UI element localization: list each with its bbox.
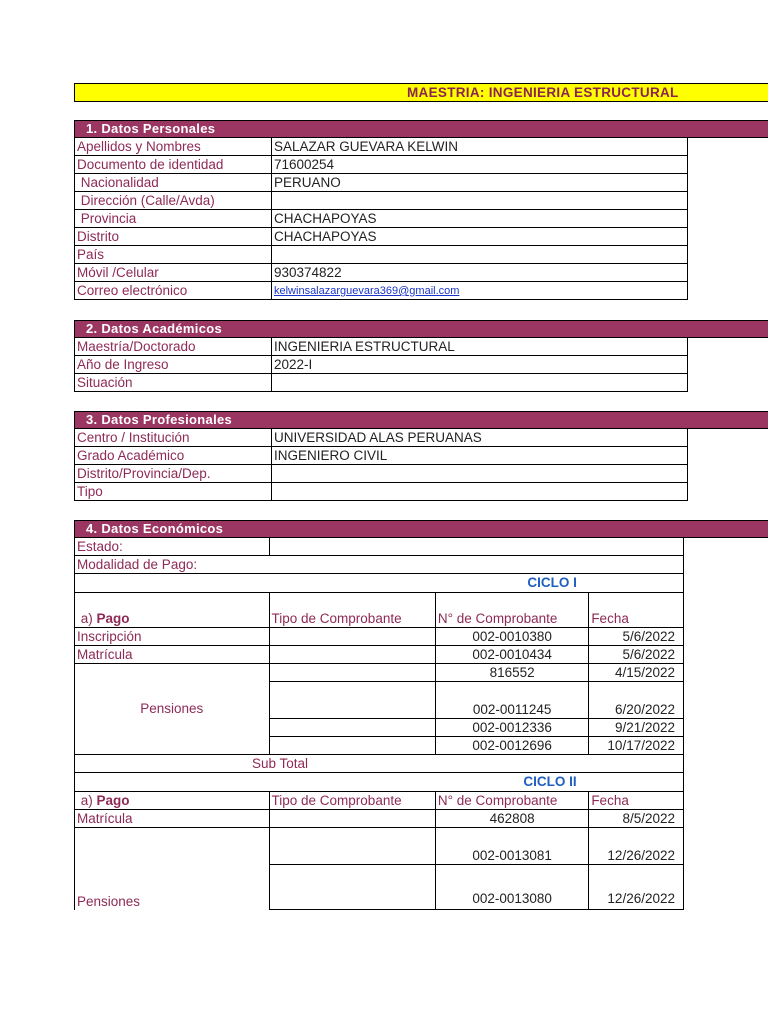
- row-label: Situación: [75, 374, 272, 392]
- fecha-cell[interactable]: 10/17/2022: [589, 737, 684, 755]
- academic-table: [74, 337, 688, 392]
- numero-cell[interactable]: 002-0013081: [435, 828, 588, 865]
- table-row: [75, 210, 688, 228]
- table-row: [75, 792, 684, 810]
- row-label: Tipo: [75, 483, 272, 501]
- fecha-cell[interactable]: 12/26/2022: [589, 865, 684, 910]
- section-title-economic: 4. Datos Económicos: [86, 521, 224, 536]
- estado-label: Estado:: [75, 538, 270, 556]
- pensiones-label: Pensiones: [75, 664, 270, 755]
- tipo-cell[interactable]: [269, 810, 435, 828]
- matricula-label: Matrícula: [75, 646, 270, 664]
- table-row: [75, 156, 688, 174]
- fecha-cell[interactable]: 5/6/2022: [589, 628, 684, 646]
- table-row: [75, 465, 688, 483]
- row-value[interactable]: PERUANO: [272, 174, 688, 192]
- table-row: [75, 447, 688, 465]
- tipo-header: Tipo de Comprobante: [269, 593, 435, 628]
- tipo-cell[interactable]: [269, 646, 435, 664]
- email-link[interactable]: kelwinsalazarguevara369@gmail.com: [274, 285, 460, 297]
- row-value[interactable]: INGENIERO CIVIL: [272, 447, 688, 465]
- row-label: Dirección (Calle/Avda): [75, 192, 272, 210]
- numero-cell[interactable]: 002-0011245: [435, 682, 588, 719]
- table-row: [75, 174, 688, 192]
- table-row: [75, 483, 688, 501]
- ciclo1-blank: [75, 574, 436, 593]
- table-row: [75, 628, 684, 646]
- numero-cell[interactable]: 002-0012336: [435, 719, 588, 737]
- row-label: Distrito: [75, 228, 272, 246]
- row-label: Centro / Institución: [75, 429, 272, 447]
- section-header-economic: [74, 520, 768, 538]
- table-row: [75, 828, 684, 865]
- tipo-cell[interactable]: [269, 719, 435, 737]
- numero-cell[interactable]: 816552: [435, 664, 588, 682]
- pago-header: a) Pago: [75, 792, 270, 810]
- table-row: [75, 538, 684, 556]
- fecha-cell[interactable]: 4/15/2022: [589, 664, 684, 682]
- row-value[interactable]: SALAZAR GUEVARA KELWIN: [272, 138, 688, 156]
- numero-cell[interactable]: 002-0012696: [435, 737, 588, 755]
- tipo-cell[interactable]: [269, 737, 435, 755]
- tipo-cell[interactable]: [269, 865, 435, 910]
- table-row: [75, 755, 684, 773]
- row-value[interactable]: [272, 465, 688, 483]
- row-value[interactable]: [272, 192, 688, 210]
- ciclo2-blank: [75, 773, 436, 792]
- table-row: [75, 228, 688, 246]
- section-title-professional: 3. Datos Profesionales: [86, 412, 233, 427]
- table-row: [75, 593, 684, 628]
- row-value[interactable]: INGENIERIA ESTRUCTURAL: [272, 338, 688, 356]
- row-label: Documento de identidad: [75, 156, 272, 174]
- row-label: Apellidos y Nombres: [75, 138, 272, 156]
- estado-value[interactable]: [269, 538, 683, 556]
- row-value[interactable]: [272, 246, 688, 264]
- numero-cell[interactable]: 462808: [435, 810, 588, 828]
- numero-cell[interactable]: 002-0013080: [435, 865, 588, 910]
- table-row: [75, 356, 688, 374]
- ciclo2-title: CICLO II: [435, 773, 683, 792]
- row-value[interactable]: 2022-I: [272, 356, 688, 374]
- row-label: Grado Académico: [75, 447, 272, 465]
- matricula-label: Matrícula: [75, 810, 270, 828]
- row-value[interactable]: CHACHAPOYAS: [272, 210, 688, 228]
- row-value: [272, 282, 688, 300]
- row-value[interactable]: 71600254: [272, 156, 688, 174]
- economic-table: [74, 537, 684, 910]
- fecha-header: Fecha: [589, 593, 684, 628]
- pago-header: a) Pago: [75, 593, 270, 628]
- row-value[interactable]: UNIVERSIDAD ALAS PERUANAS: [272, 429, 688, 447]
- row-value[interactable]: [272, 483, 688, 501]
- fecha-cell[interactable]: 9/21/2022: [589, 719, 684, 737]
- table-row: [75, 664, 684, 682]
- row-label: Año de Ingreso: [75, 356, 272, 374]
- personal-table: [74, 137, 688, 300]
- numero-cell[interactable]: 002-0010434: [435, 646, 588, 664]
- numero-header: N° de Comprobante: [435, 593, 588, 628]
- pensiones-label: Pensiones: [75, 828, 270, 910]
- tipo-cell[interactable]: [269, 628, 435, 646]
- ciclo1-title: CICLO I: [435, 574, 683, 593]
- section-title-personal: 1. Datos Personales: [86, 121, 216, 136]
- title-bar: [74, 83, 768, 102]
- fecha-cell[interactable]: 6/20/2022: [589, 682, 684, 719]
- numero-header: N° de Comprobante: [435, 792, 588, 810]
- section-header-academic: [74, 320, 768, 338]
- row-label: Provincia: [75, 210, 272, 228]
- table-row: [75, 556, 684, 574]
- fecha-cell[interactable]: 8/5/2022: [589, 810, 684, 828]
- tipo-cell[interactable]: [269, 664, 435, 682]
- table-row: [75, 192, 688, 210]
- fecha-header: Fecha: [589, 792, 684, 810]
- row-label: Distrito/Provincia/Dep.: [75, 465, 272, 483]
- table-row: [75, 246, 688, 264]
- fecha-cell[interactable]: 5/6/2022: [589, 646, 684, 664]
- table-row: [75, 574, 684, 593]
- subtotal-label: Sub Total: [75, 755, 684, 773]
- tipo-header: Tipo de Comprobante: [269, 792, 435, 810]
- inscripcion-label: Inscripción: [75, 628, 270, 646]
- table-row: [75, 810, 684, 828]
- table-row: [75, 138, 688, 156]
- table-row: [75, 429, 688, 447]
- table-row: [75, 282, 688, 300]
- row-label: Maestría/Doctorado: [75, 338, 272, 356]
- row-value[interactable]: 930374822: [272, 264, 688, 282]
- numero-cell[interactable]: 002-0010380: [435, 628, 588, 646]
- table-row: [75, 338, 688, 356]
- tipo-cell[interactable]: [269, 828, 435, 865]
- section-header-personal: [74, 120, 768, 138]
- row-label: Correo electrónico: [75, 282, 272, 300]
- row-label: Móvil /Celular: [75, 264, 272, 282]
- table-row: [75, 773, 684, 792]
- section-title-academic: 2. Datos Académicos: [86, 321, 222, 336]
- professional-table: [74, 428, 688, 501]
- fecha-cell[interactable]: 12/26/2022: [589, 828, 684, 865]
- row-value[interactable]: [272, 374, 688, 392]
- table-row: [75, 264, 688, 282]
- row-label: Nacionalidad: [75, 174, 272, 192]
- table-row: [75, 374, 688, 392]
- tipo-cell[interactable]: [269, 682, 435, 719]
- row-value[interactable]: CHACHAPOYAS: [272, 228, 688, 246]
- modalidad-label: Modalidad de Pago:: [75, 556, 684, 574]
- table-row: [75, 646, 684, 664]
- section-header-professional: [74, 411, 768, 429]
- page-title: MAESTRIA: INGENIERIA ESTRUCTURAL: [407, 85, 679, 100]
- row-label: País: [75, 246, 272, 264]
